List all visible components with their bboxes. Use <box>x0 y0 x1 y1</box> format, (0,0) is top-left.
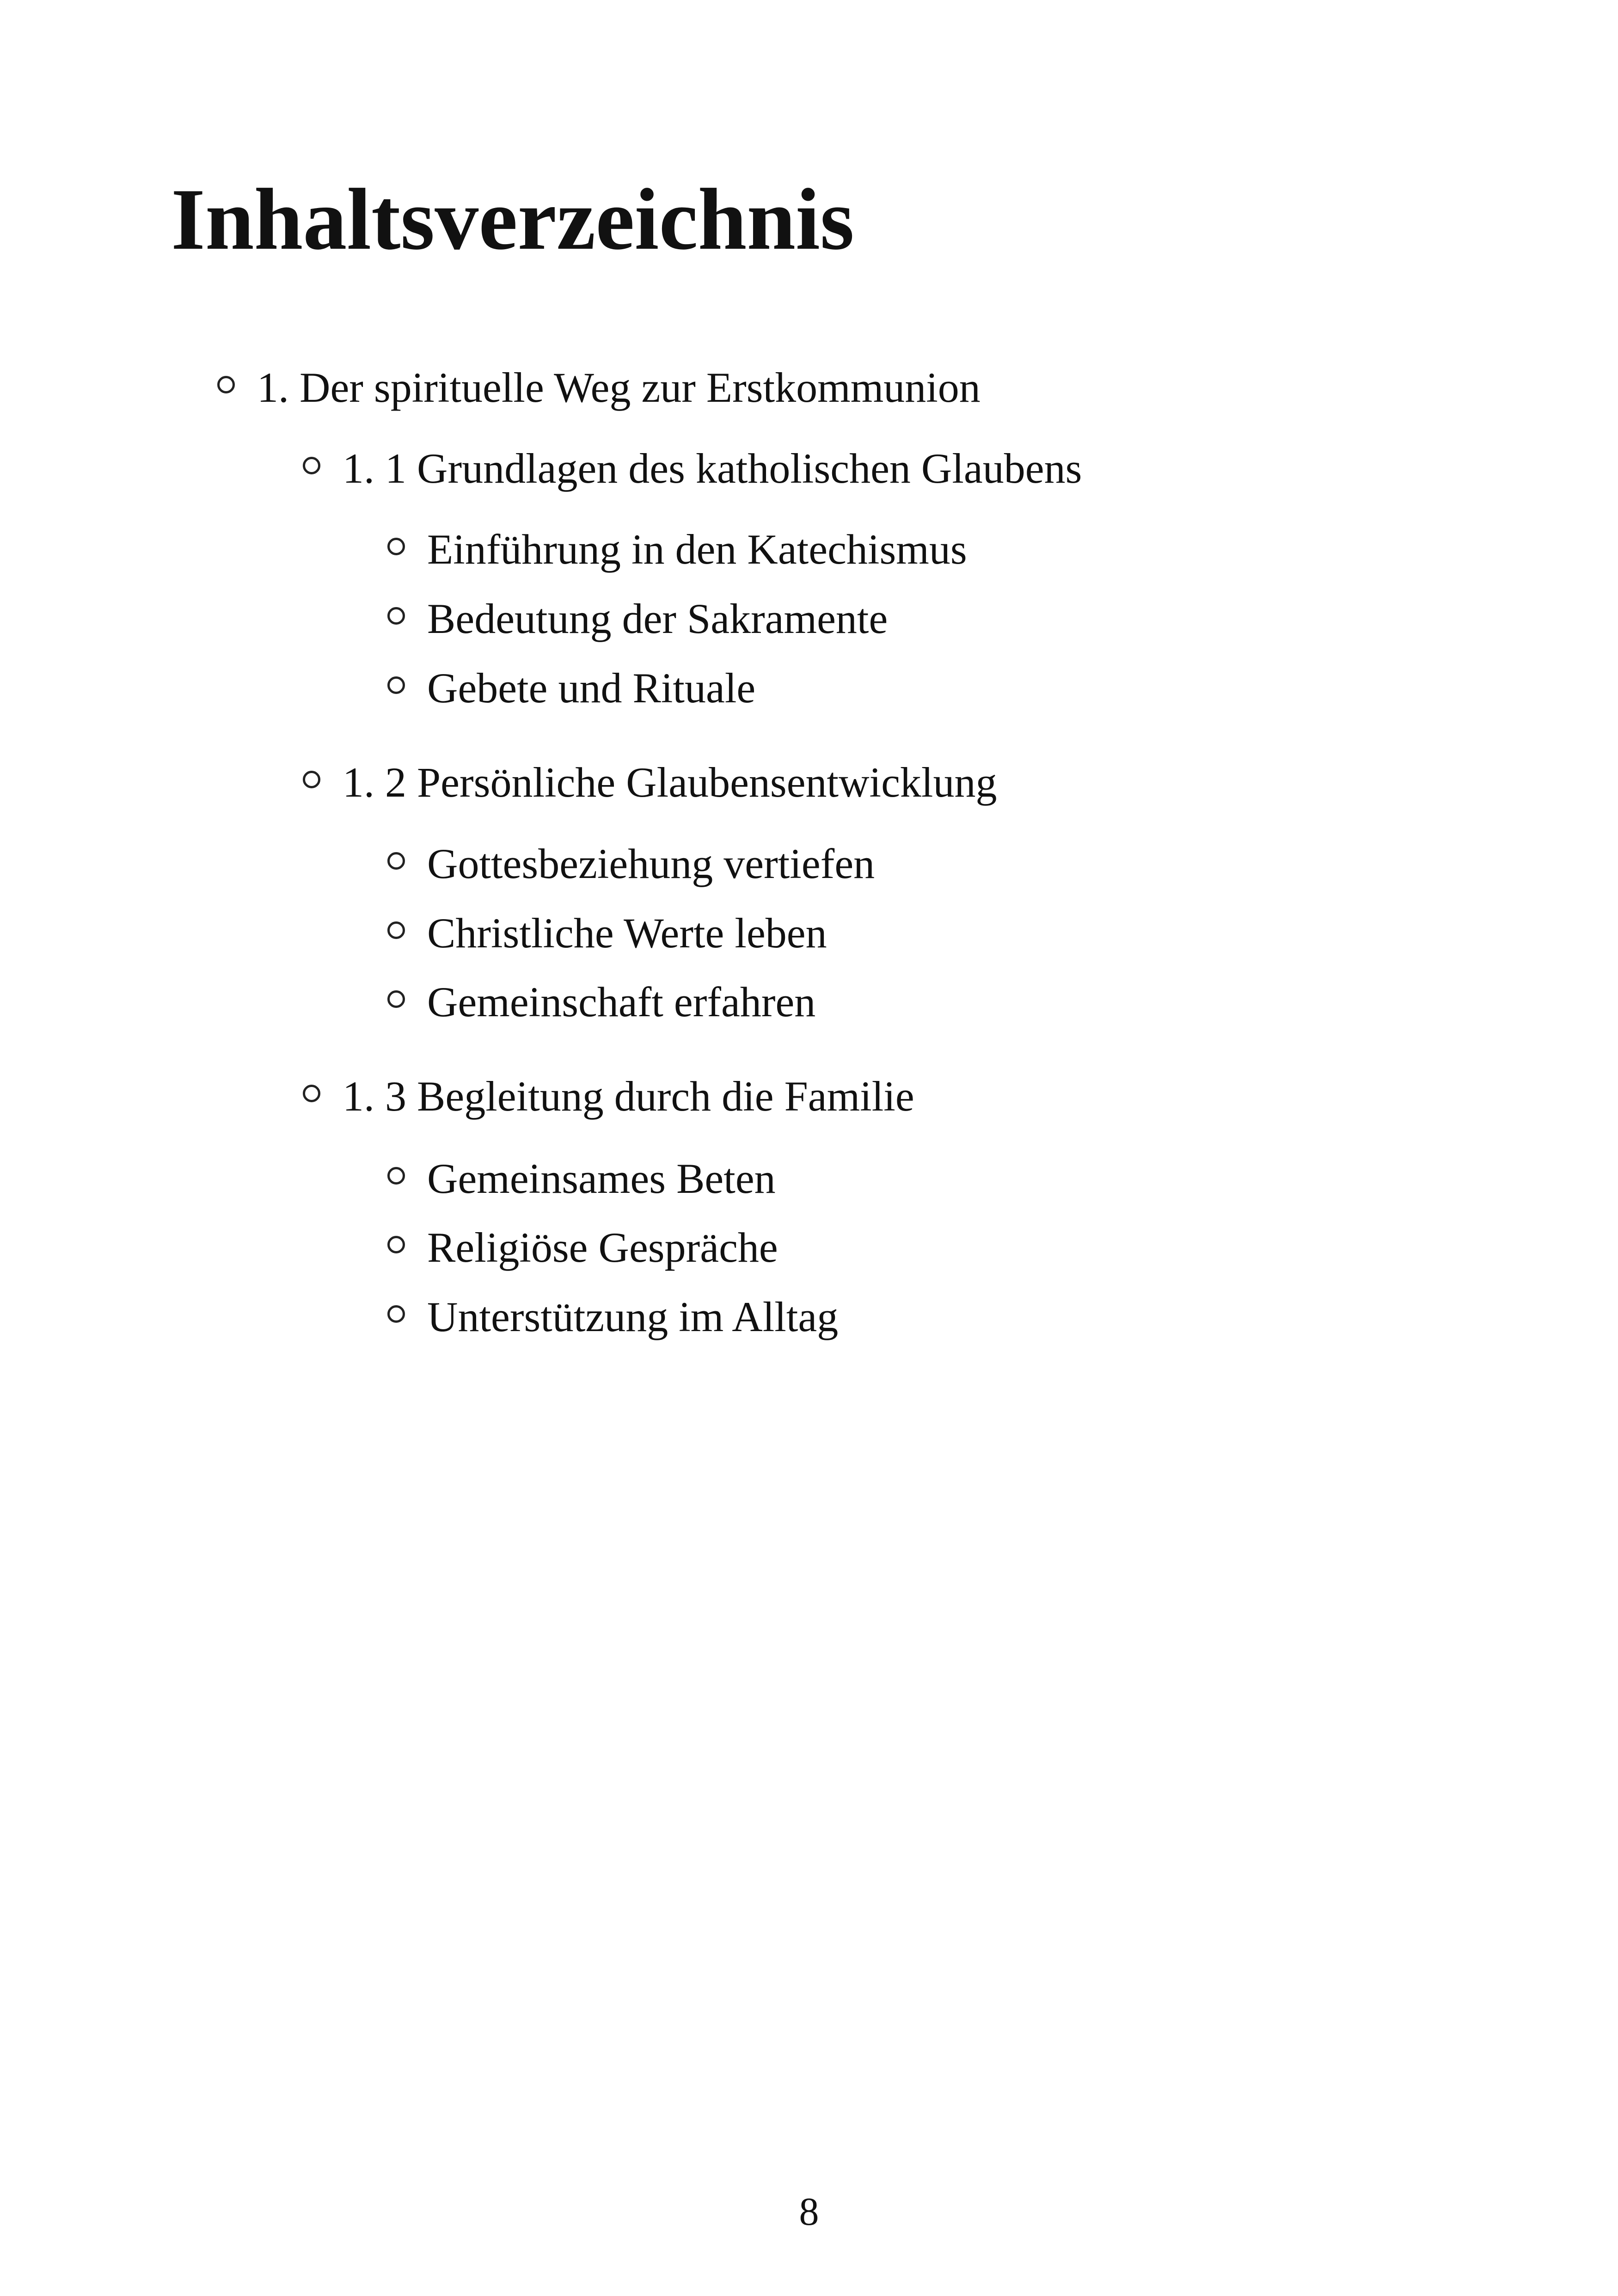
circle-bullet-icon <box>387 538 405 555</box>
toc-section-label: 1. 2 Persönliche Glaubensentwicklung <box>343 759 997 806</box>
toc-item[interactable] <box>387 664 756 712</box>
circle-bullet-icon <box>387 676 405 694</box>
toc-section-label: 1. 1 Grundlagen des katholischen Glaubens <box>343 445 1082 492</box>
toc-item[interactable] <box>387 528 967 571</box>
circle-bullet-icon <box>387 1167 405 1185</box>
toc-chapter-1[interactable] <box>217 366 981 409</box>
toc-item[interactable] <box>387 1157 776 1200</box>
toc-item-label: Bedeutung der Sakramente <box>427 595 888 642</box>
toc-item-label: Gemeinschaft erfahren <box>427 978 816 1025</box>
toc-section-1-2[interactable] <box>303 761 997 804</box>
toc-chapter-label: 1. Der spirituelle Weg zur Erstkommunion <box>257 364 981 411</box>
circle-bullet-icon <box>303 771 320 788</box>
circle-bullet-icon <box>387 607 405 625</box>
toc-item[interactable] <box>387 1226 778 1269</box>
toc-item-label: Einführung in den Katechismus <box>427 526 967 573</box>
toc-item-label: Religiöse Gespräche <box>427 1224 778 1271</box>
circle-bullet-icon <box>303 457 320 474</box>
toc-item-label: Gottesbeziehung vertiefen <box>427 840 875 887</box>
circle-bullet-icon <box>217 376 235 393</box>
toc-item[interactable] <box>387 978 816 1025</box>
page-title: Inhaltsverzeichnis <box>171 171 854 268</box>
toc-item-label: Gebete und Rituale <box>427 664 756 712</box>
toc-item[interactable] <box>387 1295 838 1338</box>
toc-item-label: Christliche Werte leben <box>427 909 827 957</box>
page-number: 8 <box>799 2189 819 2234</box>
toc-item-label: Unterstützung im Alltag <box>427 1293 839 1340</box>
circle-bullet-icon <box>387 852 405 870</box>
toc-section-label: 1. 3 Begleitung durch die Familie <box>343 1073 914 1120</box>
toc-section-1-3[interactable] <box>303 1073 914 1120</box>
circle-bullet-icon <box>387 990 405 1008</box>
circle-bullet-icon <box>387 1305 405 1323</box>
circle-bullet-icon <box>303 1085 320 1102</box>
toc-item-label: Gemeinsames Beten <box>427 1155 776 1202</box>
circle-bullet-icon <box>387 1236 405 1253</box>
toc-item[interactable] <box>387 842 875 885</box>
circle-bullet-icon <box>387 921 405 939</box>
toc-section-1-1[interactable] <box>303 447 1082 490</box>
toc-item[interactable] <box>387 909 827 957</box>
toc-item[interactable] <box>387 597 888 640</box>
